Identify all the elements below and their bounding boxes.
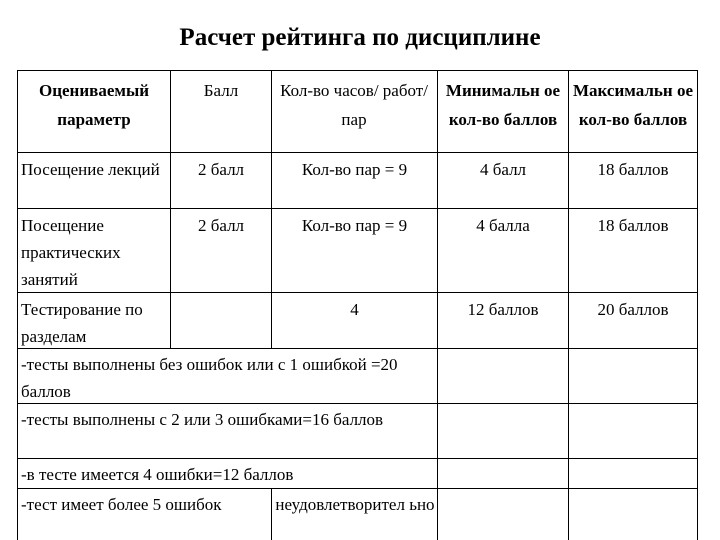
header-min: Минимальн ое кол-во баллов xyxy=(445,81,561,129)
note-row: -тесты выполнены с 2 или 3 ошибками=16 баллов xyxy=(21,410,384,429)
cell-max: 18 баллов xyxy=(597,160,669,179)
cell-min: 12 баллов xyxy=(467,300,539,319)
note-row: -тесты выполнены без ошибок или с 1 ошибкой =20 баллов xyxy=(21,355,398,401)
page-title: Расчет рейтинга по дисциплине xyxy=(179,24,541,51)
cell-parameter: Посещение практических занятий xyxy=(21,216,121,289)
header-count: Кол-во часов/ работ/ пар xyxy=(280,81,428,129)
rating-table xyxy=(17,70,697,540)
cell-score: 2 балл xyxy=(197,160,245,179)
cell-parameter: Посещение лекций xyxy=(21,160,160,179)
cell-count: Кол-во пар = 9 xyxy=(301,160,408,179)
table-row xyxy=(17,296,697,348)
table-row xyxy=(17,212,697,292)
last-row-right: неудовлетворител ьно xyxy=(275,495,435,514)
last-row-left: -тест имеет более 5 ошибок xyxy=(21,495,222,514)
cell-parameter: Тестирование по разделам xyxy=(21,300,143,346)
cell-min: 4 балла xyxy=(476,216,530,235)
cell-max: 20 баллов xyxy=(597,300,669,319)
note-row: -в тесте имеется 4 ошибки=12 баллов xyxy=(21,465,294,484)
cell-count: 4 xyxy=(350,300,359,319)
cell-score: 2 балл xyxy=(197,216,245,235)
header-score: Балл xyxy=(203,81,239,100)
header-max: Максимальн ое кол-во баллов xyxy=(573,81,693,129)
header-parameter: Оцениваемый параметр xyxy=(38,81,150,129)
table-row xyxy=(17,156,697,212)
cell-min: 4 балл xyxy=(479,160,527,179)
cell-max: 18 баллов xyxy=(597,216,669,235)
cell-count: Кол-во пар = 9 xyxy=(301,216,408,235)
